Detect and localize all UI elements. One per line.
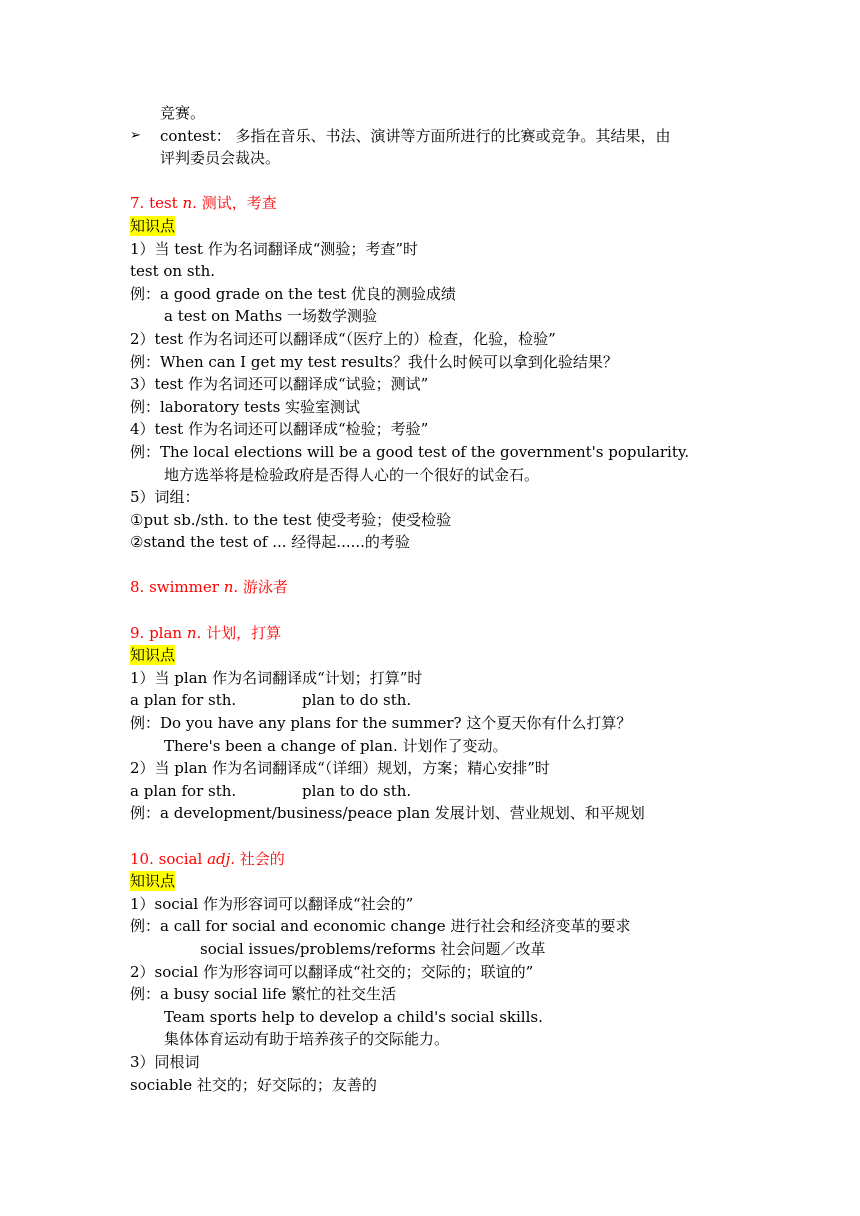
text-line: 1）当 plan 作为名词翻译成“计划；打算”时 xyxy=(130,668,423,687)
section-heading-7 xyxy=(130,192,750,215)
knowledge-point-tag: 知识点 xyxy=(130,872,176,891)
heading-word: 9. plan xyxy=(130,623,187,642)
text-line: contest： 多指在音乐、书法、演讲等方面所进行的比赛或竞争。其结果，由 xyxy=(160,126,671,145)
text-col-1: a plan for sth. xyxy=(130,691,237,710)
text-line: test on sth. xyxy=(130,262,216,281)
text-line: 例：The local elections will be a good test of the government's popularity. xyxy=(130,442,690,461)
text-col-2: plan to do sth. xyxy=(302,691,412,710)
text-line: ②stand the test of ... 经得起......的考验 xyxy=(130,533,410,552)
text-line: 评判委员会裁决。 xyxy=(160,149,281,168)
text-line: 例：Do you have any plans for the summer? 这个夏天你有什么打算？ xyxy=(130,714,632,733)
text-line: 3）test 作为名词还可以翻译成“试验；测试” xyxy=(130,375,429,394)
text-line: 1）当 test 作为名词翻译成“测验；考查”时 xyxy=(130,239,419,258)
knowledge-point-tag: 知识点 xyxy=(130,216,176,235)
text-line: There's been a change of plan. 计划作了变动。 xyxy=(164,736,508,755)
text-line: 2）test 作为名词还可以翻译成“（医疗上的）检查，化验，检验” xyxy=(130,329,556,348)
section-heading-10 xyxy=(130,848,750,871)
section-heading-9 xyxy=(130,622,750,645)
text-line: 地方选举将是检验政府是否得人心的一个很好的试金石。 xyxy=(164,465,540,484)
part-of-speech: n. xyxy=(223,578,239,597)
text-line: 例：a development/business/peace plan 发展计划、营业规划、和平规划 xyxy=(130,804,645,823)
spacer xyxy=(130,599,750,622)
section-heading-8 xyxy=(130,576,750,599)
text-line: 5）词组： xyxy=(130,488,200,507)
heading-meaning: 社会的 xyxy=(235,849,285,868)
text-col-1: a plan for sth. xyxy=(130,781,237,800)
two-column-line xyxy=(130,689,750,712)
document-page xyxy=(130,102,750,1096)
arrowhead-bullet-icon: ➢ xyxy=(130,127,141,143)
part-of-speech: adj. xyxy=(207,849,236,868)
text-line: 2）social 作为形容词可以翻译成“社交的；交际的；联谊的” xyxy=(130,962,534,981)
text-line: 4）test 作为名词还可以翻译成“检验；考验” xyxy=(130,420,429,439)
text-line: sociable 社交的；好交际的；友善的 xyxy=(130,1075,377,1094)
text-line: 例：laboratory tests 实验室测试 xyxy=(130,397,361,416)
spacer xyxy=(130,170,750,193)
part-of-speech: n. xyxy=(182,194,197,213)
text-line: 3）同根词 xyxy=(130,1052,200,1071)
heading-word: 8. swimmer xyxy=(130,578,224,597)
text-line: 例：a good grade on the test 优良的测验成绩 xyxy=(130,284,456,303)
text-line: 竞赛。 xyxy=(160,104,206,122)
heading-word: 10. social xyxy=(130,849,208,868)
bullet-item-contest xyxy=(130,125,750,148)
text-line: 2）当 plan 作为名词翻译成“（详细）规划，方案；精心安排”时 xyxy=(130,759,550,778)
text-col-2: plan to do sth. xyxy=(302,781,412,800)
text-line: 例：When can I get my test results？我什么时候可以拿到化验结果？ xyxy=(130,352,618,371)
spacer xyxy=(130,825,750,848)
text-line: 例：a busy social life 繁忙的社交生活 xyxy=(130,985,397,1004)
text-line: 1）social 作为形容词可以翻译成“社会的” xyxy=(130,894,414,913)
two-column-line xyxy=(130,780,750,803)
text-line: 例：a call for social and economic change 进行社会和经济变革的要求 xyxy=(130,917,631,936)
heading-meaning: 测试，考查 xyxy=(196,194,277,213)
text-line: 集体体育运动有助于培养孩子的交际能力。 xyxy=(164,1030,450,1049)
part-of-speech: n. xyxy=(186,623,202,642)
knowledge-point-tag: 知识点 xyxy=(130,646,176,665)
heading-word: 7. test xyxy=(130,194,183,213)
text-line: a test on Maths 一场数学测验 xyxy=(164,307,378,326)
heading-meaning: 计划，打算 xyxy=(201,623,282,642)
text-line: social issues/problems/reforms 社会问题／改革 xyxy=(200,939,546,958)
heading-meaning: 游泳者 xyxy=(238,578,288,597)
text-line: ①put sb./sth. to the test 使受考验；使受检验 xyxy=(130,510,452,529)
text-line: Team sports help to develop a child's social skills. xyxy=(164,1007,543,1026)
spacer xyxy=(130,554,750,577)
